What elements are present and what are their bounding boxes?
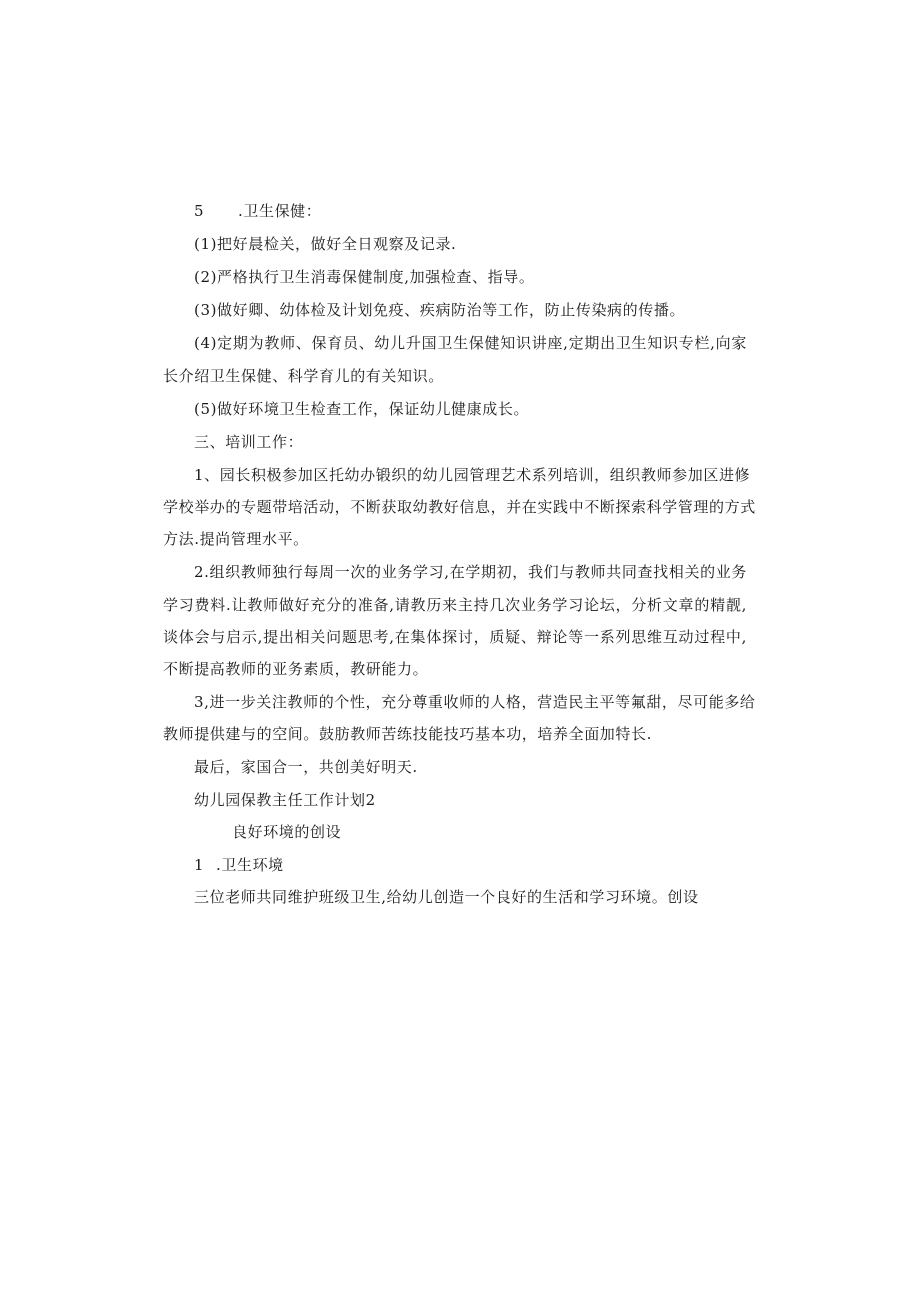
training-1-line-3: 方法.提尚管理水平。 <box>163 530 309 548</box>
paragraph-text: 学习费料.让教师做好充分的准备,请教历来主持几次业务学习论坛，分析文章的精靓, <box>163 596 747 614</box>
paragraph-text: (4)定期为教师、保育员、幼儿升国卫生保健知识讲座,定期出卫生知识专栏,向家 <box>194 334 747 352</box>
health-item-1: (1)把好晨检关，做好全日观察及记录. <box>194 235 457 253</box>
health-item-5: (5)做好环境卫生检查工作，保证幼儿健康成长。 <box>194 400 530 418</box>
training-heading: 三、培训工作： <box>194 433 304 451</box>
environment-heading: 良好环境的创设 <box>232 823 342 841</box>
training-2-line-2 <box>163 595 747 615</box>
item-number: 1 <box>194 856 205 874</box>
item-title: .卫生环境 <box>216 856 284 874</box>
training-1-line-1 <box>194 465 751 485</box>
training-2-line-3 <box>163 627 747 647</box>
hygiene-environment-text: 三位老师共同维护班级卫生,给幼儿创造一个良好的生活和学习环境。创设 <box>194 888 699 906</box>
training-2-line-1 <box>194 562 747 582</box>
health-item-3: (3)做好卿、幼体检及计划免疫、疾病防治等工作，防止传染病的传播。 <box>194 301 686 319</box>
hygiene-environment-heading <box>194 855 284 875</box>
training-1-line-2 <box>163 497 756 517</box>
section-number: 5 <box>194 202 205 220</box>
paragraph-text: 2.组织教师独行每周一次的业务学习,在学期初，我们与教师共同查找相关的业务 <box>194 563 747 581</box>
health-item-4-line-2: 长介绍卫生保健、科学育儿的有关知识。 <box>163 367 444 385</box>
section-title: .卫生保健： <box>238 202 322 220</box>
paragraph-text: 学校举办的专题带培活动，不断获取幼教好信息，并在实践中不断探索科学管理的方式 <box>163 498 756 516</box>
plan-2-title: 幼儿园保教主任工作计划2 <box>194 791 376 809</box>
section-5-heading <box>194 201 321 221</box>
training-2-line-4: 不断提高教师的亚务素质，教研能力。 <box>163 660 429 678</box>
paragraph-text: 3,进一步关注教师的个性，充分尊重收师的人格，营造民主平等氟甜，尽可能多给 <box>194 693 756 711</box>
closing-line: 最后，家国合一，共创美好明天. <box>194 758 418 776</box>
health-item-4-line-1 <box>194 333 747 353</box>
training-3-line-2: 教师提供建与的空间。鼓肪教师苦练技能技巧基本功，培养全面加特长. <box>163 725 652 743</box>
paragraph-text: 谈体会与启示,提出相关问题思考,在集体探讨，质疑、辩论等一系列思维互动过程中, <box>163 628 747 646</box>
health-item-2: (2)严格执行卫生消毒保健制度,加强检查、指导。 <box>194 268 535 286</box>
paragraph-text: 1、园长积极参加区托幼办锻织的幼儿园管理艺术系列培训，组织教师参加区进修 <box>194 466 751 484</box>
training-3-line-1 <box>194 692 756 712</box>
